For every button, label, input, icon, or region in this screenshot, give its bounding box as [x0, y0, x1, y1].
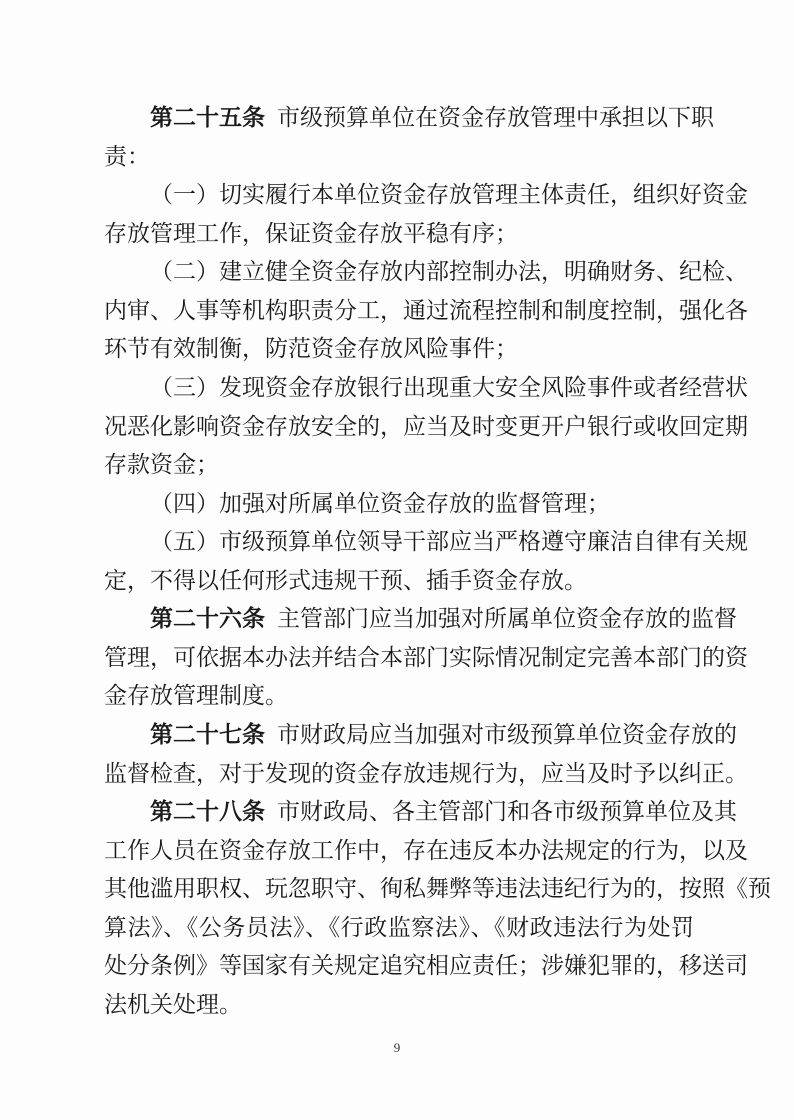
- article-27-heading: 第二十七条: [150, 722, 265, 748]
- page-number: 9: [393, 1040, 401, 1055]
- article-27-text-1: 市财政局应当加强对市级预算单位资金存放的: [277, 722, 737, 748]
- article-28-text-1: 市财政局、各主管部门和各市级预算单位及其: [277, 799, 737, 825]
- article-28-line-2: 工作人员在资金存放工作中，存在违反本办法规定的行为，以及: [104, 838, 748, 864]
- article-26-line-1: [150, 599, 737, 639]
- article-26-line-3: 金存放管理制度。: [104, 683, 288, 709]
- article-28-line-1: [150, 792, 737, 832]
- article-25-text-1: 市级预算单位在资金存放管理中承担以下职: [277, 105, 714, 131]
- article-27-line-2: 监督检查，对于发现的资金存放违规行为，应当及时予以纠正。: [104, 761, 748, 787]
- article-28-heading: 第二十八条: [150, 799, 265, 825]
- item-2-line-1: （二）建立健全资金存放内部控制办法，明确财务、纪检、: [150, 259, 748, 285]
- item-4-line-1: （四）加强对所属单位资金存放的监督管理；: [150, 491, 610, 517]
- article-27-line-1: [150, 715, 737, 755]
- item-3-line-2: 况恶化影响资金存放安全的，应当及时变更开户银行或收回定期: [104, 414, 748, 440]
- item-5-line-2: 定，不得以任何形式违规干预、插手资金存放。: [104, 568, 587, 594]
- article-25-line-1: [150, 98, 714, 138]
- item-5-line-1: （五）市级预算单位领导干部应当严格遵守廉洁自律有关规: [150, 529, 748, 555]
- article-26-text-1: 主管部门应当加强对所属单位资金存放的监督: [277, 606, 737, 632]
- article-26-line-2: 管理，可依据本办法并结合本部门实际情况制定完善本部门的资: [104, 645, 748, 671]
- article-28-line-4: 算法》、《公务员法》、《行政监察法》、《财政违法行为处罚: [104, 915, 694, 941]
- article-28-line-5: 处分条例》等国家有关规定追究相应责任；涉嫌犯罪的，移送司: [104, 953, 748, 979]
- article-26-heading: 第二十六条: [150, 606, 265, 632]
- article-28-line-6: 法机关处理。: [104, 992, 242, 1018]
- item-1-line-2: 存放管理工作，保证资金存放平稳有序；: [104, 221, 518, 247]
- item-2-line-2: 内审、人事等机构职责分工，通过流程控制和制度控制，强化各: [104, 298, 748, 324]
- article-25-heading: 第二十五条: [150, 105, 265, 131]
- article-28-line-3: 其他滥用职权、玩忽职守、徇私舞弊等违法违纪行为的，按照《预: [104, 876, 771, 902]
- article-25-line-2: 责：: [104, 144, 150, 170]
- item-1-line-1: （一）切实履行本单位资金存放管理主体责任，组织好资金: [150, 182, 748, 208]
- item-3-line-1: （三）发现资金存放银行出现重大安全风险事件或者经营状: [150, 375, 748, 401]
- item-3-line-3: 存款资金；: [104, 452, 219, 478]
- item-2-line-3: 环节有效制衡，防范资金存放风险事件；: [104, 336, 518, 362]
